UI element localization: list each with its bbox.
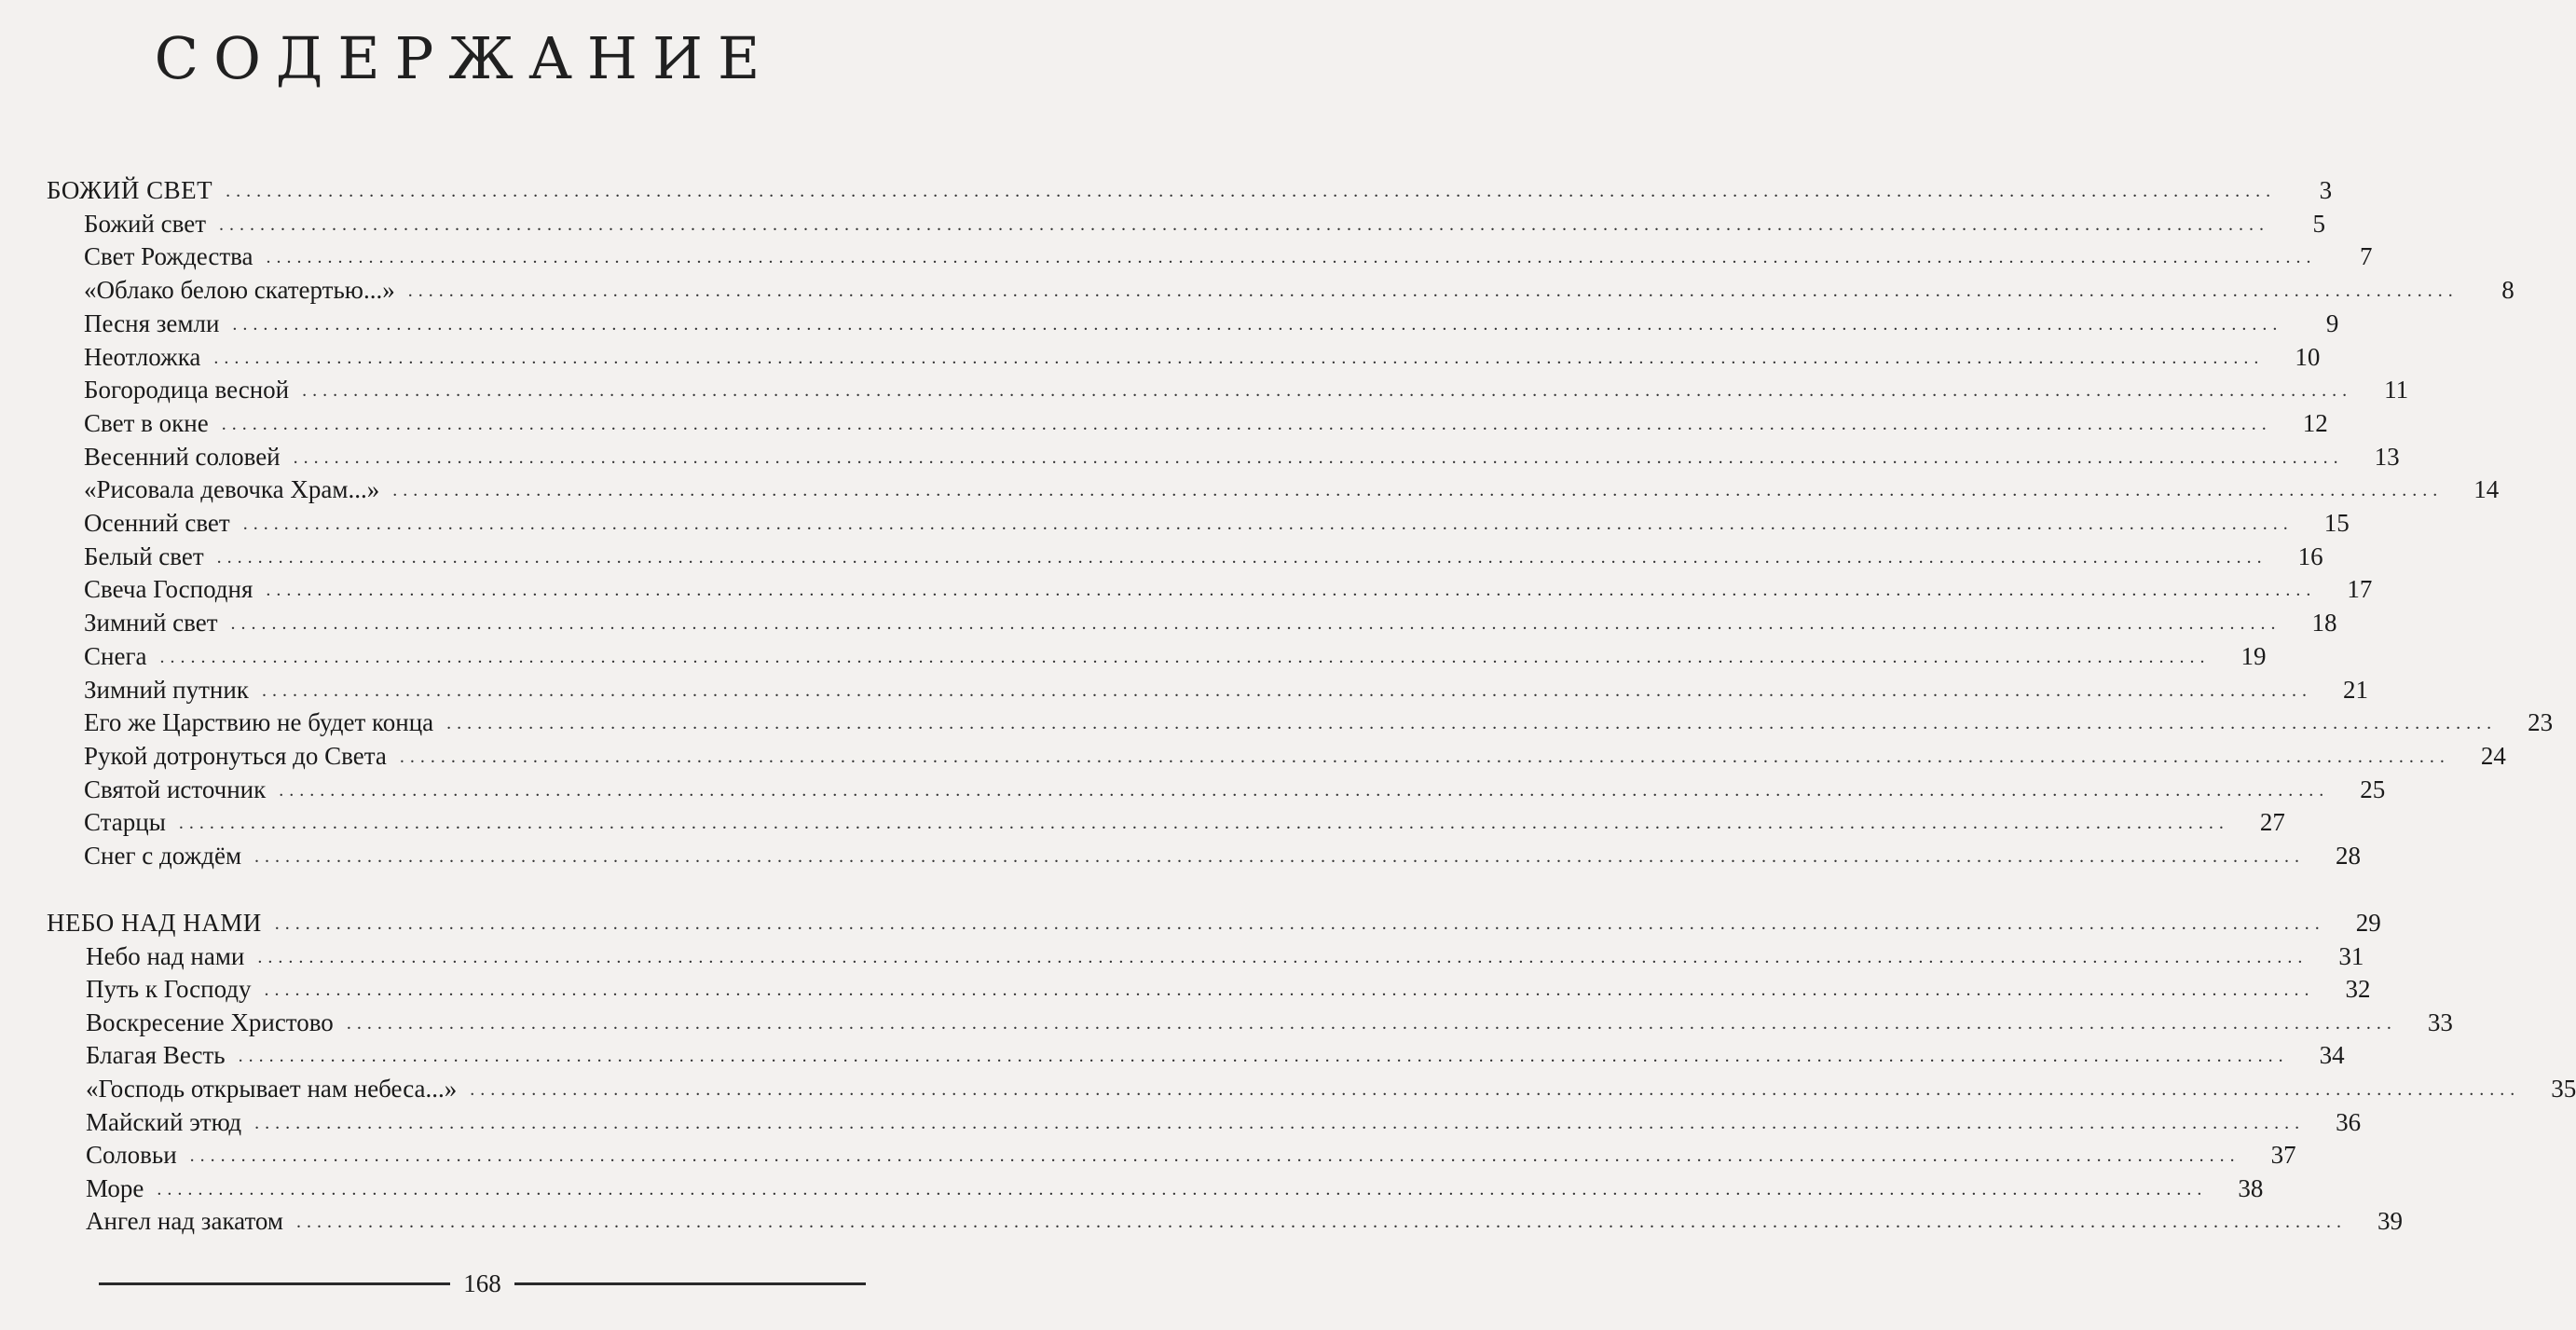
entry-title: Свет в окне — [84, 408, 209, 437]
section-heading: НЕБО НАД НАМИ — [47, 909, 262, 937]
page-number: 168 — [463, 1269, 501, 1297]
page-ref: 32 — [2345, 975, 2371, 1004]
dot-leader: ........................................................................................................................................................................................................ — [257, 946, 2309, 967]
toc-entry-row — [0, 941, 2364, 976]
page-ref: 27 — [2259, 808, 2285, 837]
entry-title: Зимний путник — [84, 675, 249, 704]
section-heading: БОЖИЙ СВЕТ — [47, 176, 213, 204]
dot-leader: ........................................................................................................................................................................................................ — [407, 281, 2459, 302]
toc-entry-row — [0, 509, 2350, 542]
toc-entry-row — [0, 376, 2409, 409]
dot-leader: ........................................................................................................................................................................................................ — [293, 446, 2344, 468]
page-ref: 8 — [2501, 276, 2514, 305]
page-ref: 29 — [2355, 909, 2381, 937]
entry-title: «Господь открывает нам небеса...» — [86, 1075, 458, 1103]
dot-leader: ........................................................................................................................................................................................................ — [254, 1112, 2306, 1133]
dot-leader: ........................................................................................................................................................................................................ — [261, 679, 2312, 701]
page-ref: 16 — [2297, 542, 2323, 570]
page-ref: 5 — [2312, 209, 2325, 238]
entry-title: Старцы — [84, 808, 166, 837]
dot-leader: ........................................................................................................................................................................................................ — [274, 913, 2325, 934]
dot-leader: ........................................................................................................................................................................................................ — [230, 613, 2281, 635]
entry-title: Божий свет — [84, 209, 206, 238]
entry-title: Богородица весной — [84, 376, 290, 404]
page-ref: 7 — [2360, 242, 2373, 271]
page-ref: 31 — [2338, 941, 2364, 970]
entry-title: «Облако белою скатертью...» — [84, 276, 395, 305]
toc-entry-row — [0, 1041, 2345, 1075]
entry-title: Снега — [84, 641, 147, 670]
entry-title: Его же Царствию не будет конца — [84, 708, 434, 737]
entry-title: Святой источник — [84, 775, 267, 803]
entry-title: Свет Рождества — [84, 242, 253, 271]
dot-leader: ........................................................................................................................................................................................................ — [213, 347, 2265, 368]
toc-entry-row — [0, 242, 2373, 276]
entry-title: Соловьи — [86, 1141, 177, 1170]
dot-leader: ........................................................................................................................................................................................................ — [266, 580, 2317, 601]
page-ref: 17 — [2347, 575, 2373, 604]
dot-leader: ........................................................................................................................................................................................................ — [254, 846, 2306, 867]
page-ref: 14 — [2473, 475, 2500, 504]
entry-title: Ангел над закатом — [86, 1207, 283, 1236]
toc-section-row — [0, 909, 2381, 942]
dot-leader: ........................................................................................................................................................................................................ — [279, 779, 2330, 801]
toc-entry-row — [0, 1075, 2576, 1108]
toc-entry-row — [0, 1173, 2264, 1208]
entry-title: «Рисовала девочка Храм...» — [84, 475, 380, 504]
dot-leader: ........................................................................................................................................................................................................ — [232, 313, 2283, 335]
page-ref: 11 — [2384, 376, 2409, 404]
entry-title: Песня земли — [84, 309, 220, 337]
dot-leader: ........................................................................................................................................................................................................ — [242, 514, 2294, 534]
dot-leader: ........................................................................................................................................................................................................ — [392, 480, 2444, 501]
entry-title: Благая Весть — [86, 1041, 226, 1070]
toc-entry-row — [0, 408, 2328, 443]
entry-title: Небо над нами — [86, 941, 245, 970]
entry-title: Майский этюд — [86, 1107, 242, 1136]
toc-entry-row — [0, 609, 2337, 642]
dot-leader: ........................................................................................................................................................................................................ — [226, 181, 2277, 201]
toc-entry-row — [0, 1207, 2403, 1241]
dot-leader: ........................................................................................................................................................................................................ — [346, 1012, 2397, 1034]
page-ref: 35 — [2551, 1075, 2576, 1103]
entry-title: Рукой дотронуться до Света — [84, 741, 387, 770]
toc-entry-row — [0, 209, 2325, 243]
page-ref: 39 — [2377, 1207, 2403, 1236]
page-footer — [99, 1269, 866, 1297]
entry-title: Путь к Господу — [86, 975, 252, 1004]
toc-entry-row — [0, 1008, 2453, 1042]
footer-rule-left — [99, 1282, 450, 1285]
page-ref: 28 — [2336, 842, 2362, 870]
page-ref: 15 — [2323, 509, 2350, 537]
dot-leader: ........................................................................................................................................................................................................ — [238, 1046, 2289, 1067]
entry-title: Неотложка — [84, 342, 201, 371]
entry-title: Снег с дождём — [84, 842, 242, 870]
dot-leader: ........................................................................................................................................................................................................ — [219, 213, 2269, 235]
dot-leader: ........................................................................................................................................................................................................ — [446, 713, 2498, 734]
toc-entry-row — [0, 542, 2323, 576]
page-ref: 38 — [2238, 1173, 2264, 1202]
toc-entry-row — [0, 741, 2506, 775]
page-ref: 9 — [2325, 309, 2339, 337]
page-ref: 21 — [2342, 675, 2368, 704]
toc-entry-row — [0, 708, 2554, 742]
page-ref: 19 — [2240, 641, 2267, 670]
toc-entry-row — [0, 842, 2362, 875]
dot-leader: ........................................................................................................................................................................................................ — [159, 646, 2211, 667]
toc-entry-row — [0, 1107, 2362, 1142]
toc-entry-row — [0, 808, 2285, 842]
toc-entry-row — [0, 641, 2267, 676]
page-title: СОДЕРЖАНИЕ — [154, 24, 775, 92]
page-ref: 33 — [2427, 1008, 2453, 1036]
entry-title: Белый свет — [84, 542, 204, 570]
entry-title: Весенний соловей — [84, 442, 281, 471]
entry-title: Осенний свет — [84, 509, 230, 537]
toc-entry-row — [0, 975, 2371, 1008]
page-ref: 13 — [2374, 442, 2400, 471]
toc-entry-row — [0, 475, 2500, 509]
entry-title: Свеча Господня — [84, 575, 253, 604]
dot-leader: ........................................................................................................................................................................................................ — [302, 380, 2353, 402]
toc-entry-row — [0, 775, 2386, 809]
toc-entry-row — [0, 342, 2321, 377]
dot-leader: ........................................................................................................................................................................................................ — [266, 247, 2317, 268]
toc-entry-row — [0, 675, 2368, 709]
toc-entry-row — [0, 309, 2339, 343]
dot-leader: ........................................................................................................................................................................................................ — [178, 813, 2229, 834]
page-ref: 18 — [2311, 609, 2337, 638]
dot-leader: ........................................................................................................................................................................................................ — [189, 1145, 2240, 1167]
toc-entry-row — [0, 1141, 2296, 1174]
entry-title: Воскресение Христово — [86, 1008, 334, 1036]
dot-leader: ........................................................................................................................................................................................................ — [264, 980, 2315, 1001]
footer-rule-right — [514, 1282, 866, 1285]
page-ref: 34 — [2319, 1041, 2345, 1070]
page-ref: 24 — [2480, 741, 2506, 770]
dot-leader: ........................................................................................................................................................................................................ — [470, 1079, 2521, 1100]
page-ref: 10 — [2295, 342, 2321, 371]
toc-entry-row — [0, 276, 2514, 309]
dot-leader: ........................................................................................................................................................................................................ — [221, 413, 2272, 434]
page-ref: 23 — [2528, 708, 2554, 737]
dot-leader: ........................................................................................................................................................................................................ — [157, 1178, 2208, 1200]
toc-entry-row — [0, 575, 2373, 609]
page-ref: 25 — [2360, 775, 2386, 803]
toc-section-row — [0, 176, 2333, 210]
entry-title: Море — [86, 1173, 144, 1202]
page-ref: 36 — [2336, 1107, 2362, 1136]
dot-leader: ........................................................................................................................................................................................................ — [295, 1212, 2347, 1233]
dot-leader: ........................................................................................................................................................................................................ — [399, 746, 2450, 767]
page-ref: 12 — [2302, 408, 2328, 437]
page-ref: 3 — [2319, 176, 2333, 204]
entry-title: Зимний свет — [84, 609, 218, 638]
dot-leader: ........................................................................................................................................................................................................ — [216, 546, 2268, 568]
toc-entry-row — [0, 442, 2400, 476]
page-ref: 37 — [2270, 1141, 2296, 1170]
